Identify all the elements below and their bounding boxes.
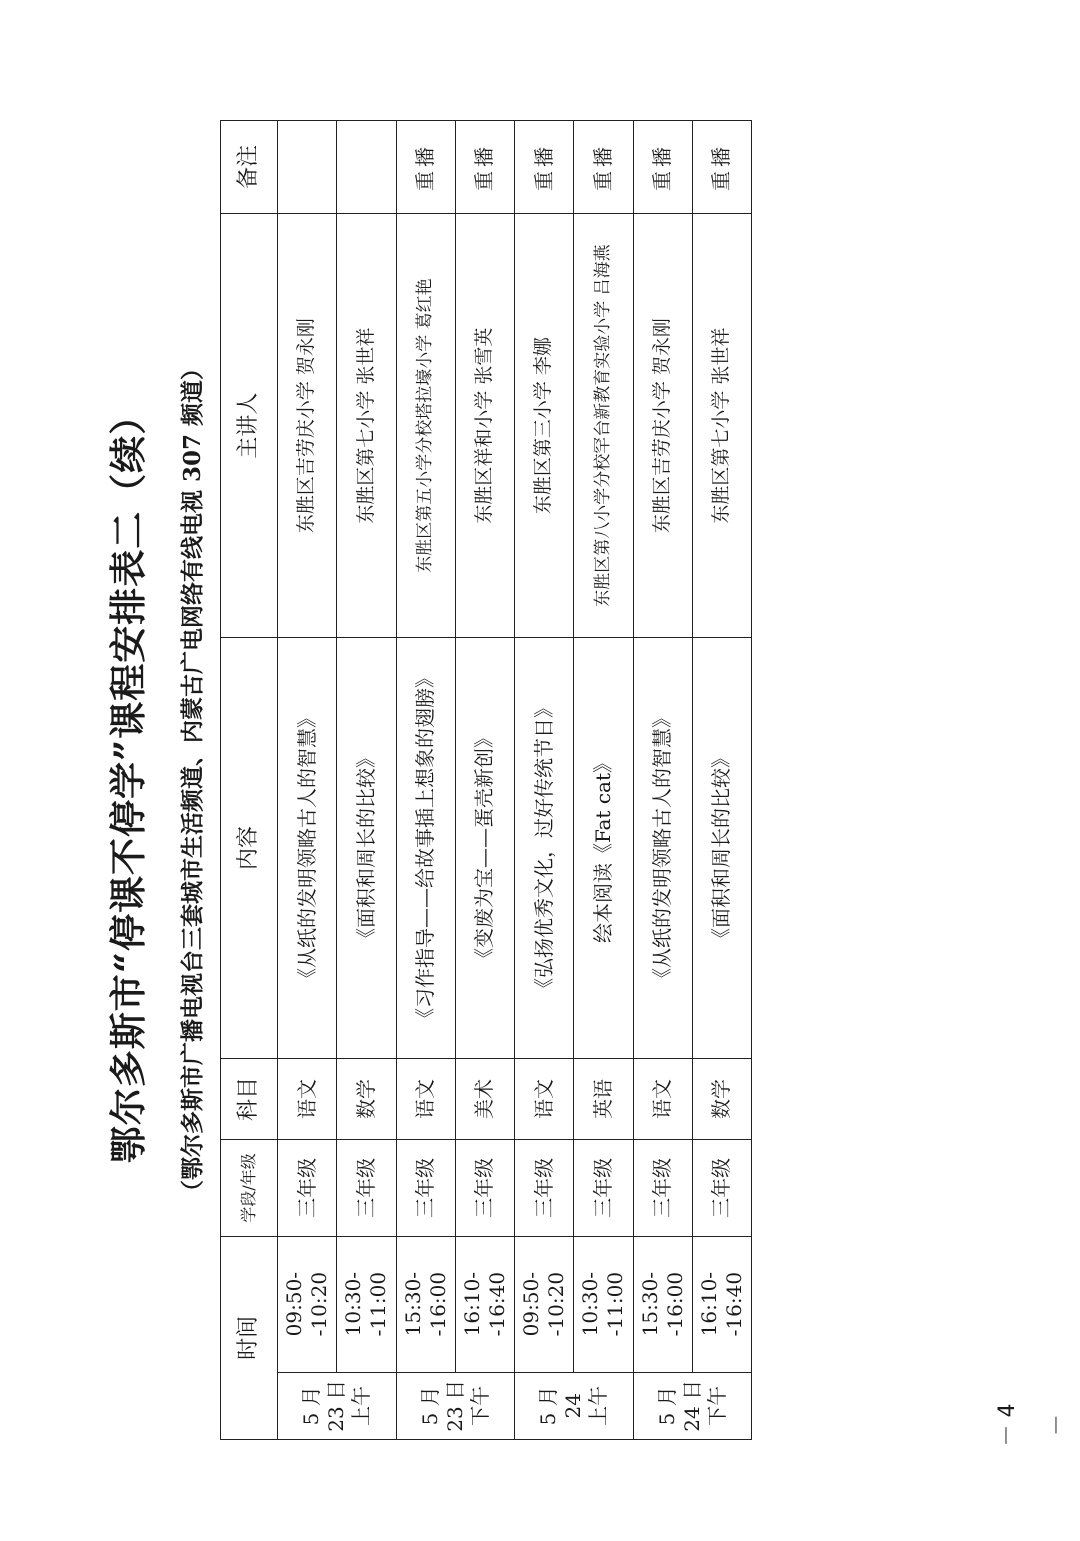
date-cell: [515, 1372, 634, 1439]
time-cell: 09:50--10:20: [515, 1236, 574, 1372]
subject-cell: 数学: [692, 1058, 751, 1139]
date-cell: [633, 1372, 752, 1439]
date-label: 5 月 23 日: [299, 1379, 349, 1432]
grade-cell: 三年级: [396, 1140, 455, 1236]
table-row: [337, 121, 396, 1440]
note-cell: 重播: [574, 121, 633, 214]
time-cell: 15:30--16:00: [396, 1236, 455, 1372]
grade-cell: 三年级: [455, 1140, 514, 1236]
table-row: [515, 121, 574, 1440]
header-time: 时间: [221, 1236, 278, 1439]
subject-cell: 语文: [278, 1058, 337, 1139]
time-cell: 10:30--11:00: [574, 1236, 633, 1372]
note-cell: 重播: [396, 121, 455, 214]
date-cell: [396, 1372, 515, 1439]
content-cell: 《面积和周长的比较》: [692, 638, 751, 1059]
note-cell: 重播: [692, 121, 751, 214]
grade-cell: 三年级: [692, 1140, 751, 1236]
teacher-cell: 东胜区第三小学 李娜: [515, 214, 574, 638]
teacher-cell: 东胜区第七小学 张世祥: [692, 214, 751, 638]
date-label: 5 月 23 日: [417, 1379, 467, 1432]
note-cell: [337, 121, 396, 214]
teacher-cell: 东胜区吉劳庆小学 贺永刚: [278, 214, 337, 638]
subject-cell: 美术: [455, 1058, 514, 1139]
teacher-cell: 东胜区吉劳庆小学 贺永刚: [633, 214, 692, 638]
header-teacher: 主讲人: [221, 214, 278, 638]
content-cell: 《面积和周长的比较》: [337, 638, 396, 1059]
table-row: [455, 121, 514, 1440]
page-subtitle: （鄂尔多斯市广播电视台三套城市生活频道、内蒙古广电网络有线电视 307 频道）: [179, 356, 206, 1204]
page-number: － 4 －: [995, 1403, 1070, 1447]
subject-cell: 语文: [515, 1058, 574, 1139]
note-cell: 重播: [455, 121, 514, 214]
content-cell: 《变废为宝——蛋壳新创》: [455, 638, 514, 1059]
table-row: [278, 121, 337, 1440]
table-row: [692, 121, 751, 1440]
teacher-cell: 东胜区第五小学分校塔拉壕小学 葛红艳: [396, 214, 455, 638]
table-row: [574, 121, 633, 1440]
note-cell: 重播: [515, 121, 574, 214]
schedule-table: [220, 120, 752, 1440]
period-label: 上午: [349, 1385, 374, 1426]
date-label: 5 月 24 日: [654, 1379, 704, 1432]
header-content: 内容: [221, 638, 278, 1059]
period-label: 下午: [467, 1385, 492, 1426]
date-label: 5 月 24: [536, 1386, 586, 1426]
subject-cell: 英语: [574, 1058, 633, 1139]
content-cell: 《从纸的发明领略古人的智慧》: [633, 638, 692, 1059]
note-cell: [278, 121, 337, 214]
time-cell: 10:30--11:00: [337, 1236, 396, 1372]
period-label: 上午: [586, 1385, 611, 1426]
table-row: [396, 121, 455, 1440]
teacher-cell: 东胜区第七小学 张世祥: [337, 214, 396, 638]
time-cell: 16:10--16:40: [455, 1236, 514, 1372]
header-row: [221, 121, 278, 1440]
teacher-cell: 东胜区第八小学分校罕台新教育实验小学 吕海燕: [574, 214, 633, 638]
grade-cell: 三年级: [337, 1140, 396, 1236]
page-title: 鄂尔多斯市“停课不停学”课程安排表二（续）: [106, 396, 150, 1164]
grade-cell: 三年级: [515, 1140, 574, 1236]
grade-cell: 三年级: [574, 1140, 633, 1236]
subject-cell: 语文: [396, 1058, 455, 1139]
header-subject: 科目: [221, 1058, 278, 1139]
time-cell: 09:50--10:20: [278, 1236, 337, 1372]
subject-cell: 语文: [633, 1058, 692, 1139]
content-cell: 《弘扬优秀文化，过好传统节日》: [515, 638, 574, 1059]
date-cell: [278, 1372, 397, 1439]
time-cell: 16:10--16:40: [692, 1236, 751, 1372]
grade-cell: 三年级: [278, 1140, 337, 1236]
content-cell: 《习作指导——给故事插上想象的翅膀》: [396, 638, 455, 1059]
content-cell: 《从纸的发明领略古人的智慧》: [278, 638, 337, 1059]
schedule-sheet: [106, 120, 752, 1440]
subject-cell: 数学: [337, 1058, 396, 1139]
teacher-cell: 东胜区祥和小学 张雪英: [455, 214, 514, 638]
note-cell: 重播: [633, 121, 692, 214]
content-cell: 绘本阅读《Fat cat》: [574, 638, 633, 1059]
table-row: [633, 121, 692, 1440]
grade-cell: 三年级: [633, 1140, 692, 1236]
time-cell: 15:30--16:00: [633, 1236, 692, 1372]
header-note: 备注: [221, 121, 278, 214]
header-grade: 学段/年级: [221, 1140, 278, 1236]
period-label: 下午: [704, 1385, 729, 1426]
